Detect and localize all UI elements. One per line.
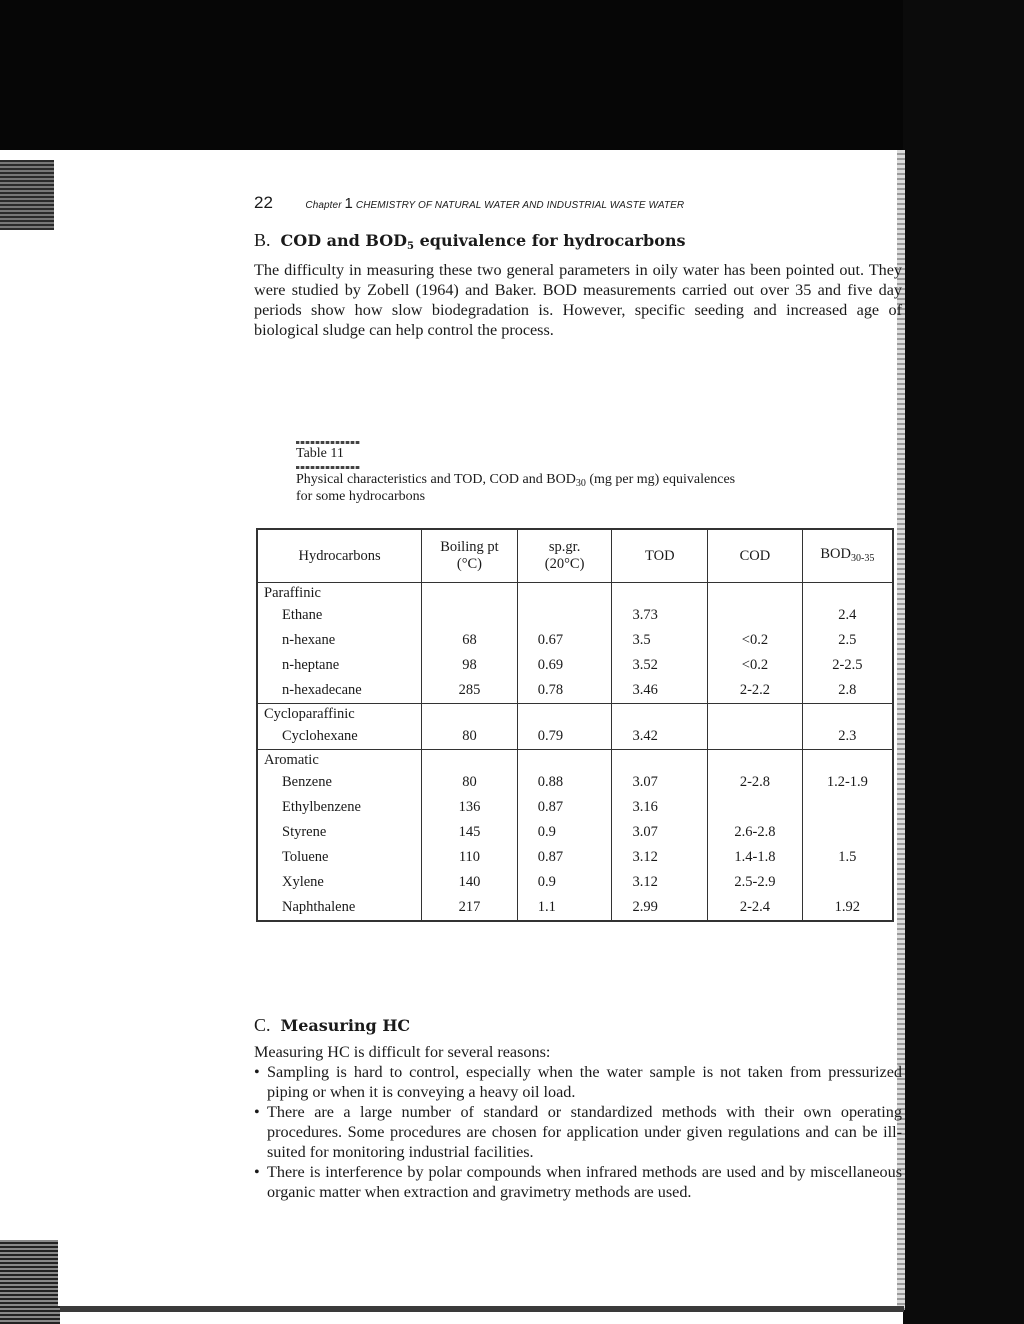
table-group-row [257,583,893,604]
col-header-specific-gravity: sp.gr. (20°C) [517,529,612,583]
cell-spgr: 0.9 [517,870,612,895]
table-row [257,845,893,870]
cell-bp: 80 [422,724,518,750]
cell-cod: <0.2 [708,628,803,653]
empty-cell [612,750,708,771]
section-letter: C. [254,1015,271,1035]
cell-bp: 145 [422,820,518,845]
cell-spgr: 0.79 [517,724,612,750]
empty-cell [422,704,518,725]
cell-cod: 2-2.8 [708,770,803,795]
cell-bp: 285 [422,678,518,704]
cell-name: Cyclohexane [257,724,422,750]
list-item: • Sampling is hard to control, especially when the water sample is not taken from pressurized piping or when it is conveying a heavy oil load. [254,1062,902,1102]
table-group-row [257,750,893,771]
table-group-row [257,704,893,725]
list-item: • There are a large number of standard or standardized methods with their own operating procedures. Some procedures are chosen for application under given regulations and can be ill-suited for monitoring industrial facilities. [254,1102,902,1162]
cell-tod: 3.42 [612,724,708,750]
table-row [257,628,893,653]
cell-name: Xylene [257,870,422,895]
col-header-boiling-point: Boiling pt (°C) [422,529,518,583]
cell-tod: 3.73 [612,603,708,628]
cell-tod: 3.12 [612,870,708,895]
cell-spgr: 0.78 [517,678,612,704]
cell-bod: 2-2.5 [802,653,893,678]
table-row [257,870,893,895]
cell-tod: 3.52 [612,653,708,678]
table-row [257,770,893,795]
empty-cell [612,704,708,725]
page-number: 22 [254,193,273,212]
empty-cell [422,750,518,771]
cell-bod: 1.5 [802,845,893,870]
scan-noise-strip [0,160,54,230]
cell-bod [802,795,893,820]
cell-tod: 3.07 [612,820,708,845]
cell-name: n-hexane [257,628,422,653]
cell-cod: 2-2.4 [708,895,803,921]
table-body [257,583,893,922]
cell-spgr [517,603,612,628]
table-label-rule [296,466,360,469]
group-label: Paraffinic [257,583,422,604]
cell-bod: 1.92 [802,895,893,921]
cell-name: Styrene [257,820,422,845]
cell-bod: 2.3 [802,724,893,750]
cell-tod: 3.07 [612,770,708,795]
chapter-title: CHEMISTRY OF NATURAL WATER AND INDUSTRIAL WASTE WATER [355,200,685,211]
cell-bod: 2.4 [802,603,893,628]
table-caption: Physical characteristics and TOD, COD and $BOD_{30}$ (mg per mg) equivalences for some hydrocarbons [296,472,736,504]
empty-cell [708,704,803,725]
table-row [257,678,893,704]
list-item: • There is interference by polar compounds when infrared methods are used and by miscellaneous organic matter when extraction and gravimetry methods are used. [254,1162,902,1202]
col-header-bod: $BOD_{30-35}$ [802,529,893,583]
cell-bp: 140 [422,870,518,895]
table-header-row [257,529,893,583]
running-header [254,193,684,213]
cell-bp: 136 [422,795,518,820]
cell-name: Toluene [257,845,422,870]
chapter-word: Chapter [305,200,342,211]
section-c-heading: C. Measuring HC [254,1015,411,1035]
empty-cell [802,704,893,725]
cell-cod [708,724,803,750]
table-label-rule [296,441,360,444]
cell-bod: 2.8 [802,678,893,704]
table-label: Table 11 [296,446,344,461]
cell-spgr: 1.1 [517,895,612,921]
cell-spgr: 0.9 [517,820,612,845]
hydrocarbon-table [256,528,894,922]
cell-cod: 2.6-2.8 [708,820,803,845]
cell-cod [708,603,803,628]
cell-name: Benzene [257,770,422,795]
cell-bod [802,870,893,895]
cell-tod: 3.5 [612,628,708,653]
cell-spgr: 0.67 [517,628,612,653]
cell-tod: 3.46 [612,678,708,704]
empty-cell [708,750,803,771]
group-label: Cycloparaffinic [257,704,422,725]
cell-spgr: 0.87 [517,795,612,820]
section-letter: B. [254,230,271,250]
section-c-intro: Measuring HC is difficult for several reasons: [254,1043,551,1061]
section-b-heading: B. COD and $BOD_5$ equivalence for hydrocarbons [254,230,686,252]
cell-bod: 1.2-1.9 [802,770,893,795]
cell-bp: 217 [422,895,518,921]
chapter-number: 1 [344,195,353,212]
empty-cell [612,583,708,604]
cell-tod: 3.16 [612,795,708,820]
cell-bod: 2.5 [802,628,893,653]
group-label: Aromatic [257,750,422,771]
empty-cell [802,750,893,771]
cell-bp: 110 [422,845,518,870]
col-header-hydrocarbons: Hydrocarbons [257,529,422,583]
scan-border-right [903,0,1024,1324]
col-header-tod: TOD [612,529,708,583]
empty-cell [517,583,612,604]
scan-noise-strip [0,1240,60,1324]
table-row [257,653,893,678]
cell-cod: 2.5-2.9 [708,870,803,895]
table-row [257,795,893,820]
cell-cod [708,795,803,820]
cell-bp [422,603,518,628]
empty-cell [802,583,893,604]
reasons-list [254,1062,902,1202]
cell-name: Ethane [257,603,422,628]
col-header-cod: COD [708,529,803,583]
cell-bp: 68 [422,628,518,653]
cell-cod: 2-2.2 [708,678,803,704]
empty-cell [422,583,518,604]
cell-tod: 2.99 [612,895,708,921]
chapter-heading [305,195,685,212]
cell-bod [802,820,893,845]
cell-name: Ethylbenzene [257,795,422,820]
scan-border-left [0,150,60,1324]
table-row [257,820,893,845]
empty-cell [517,750,612,771]
cell-spgr: 0.69 [517,653,612,678]
cell-tod: 3.12 [612,845,708,870]
cell-name: n-hexadecane [257,678,422,704]
cell-name: n-heptane [257,653,422,678]
scan-border-bottom [60,1306,904,1312]
scan-border-top [0,0,1024,158]
cell-bp: 98 [422,653,518,678]
section-b-paragraph: The difficulty in measuring these two general parameters in oily water has been pointed out. They were studied by Zobell (1964) and Baker. BOD measurements carried out over 35 and five day periods show how slow biodegradation is. However, specific seeding and increased age of biological sludge can help control the process. [254,261,902,339]
cell-cod: <0.2 [708,653,803,678]
table-row [257,895,893,921]
cell-spgr: 0.87 [517,845,612,870]
cell-spgr: 0.88 [517,770,612,795]
table-row [257,603,893,628]
empty-cell [517,704,612,725]
empty-cell [708,583,803,604]
cell-name: Naphthalene [257,895,422,921]
table-row [257,724,893,750]
cell-cod: 1.4-1.8 [708,845,803,870]
cell-bp: 80 [422,770,518,795]
